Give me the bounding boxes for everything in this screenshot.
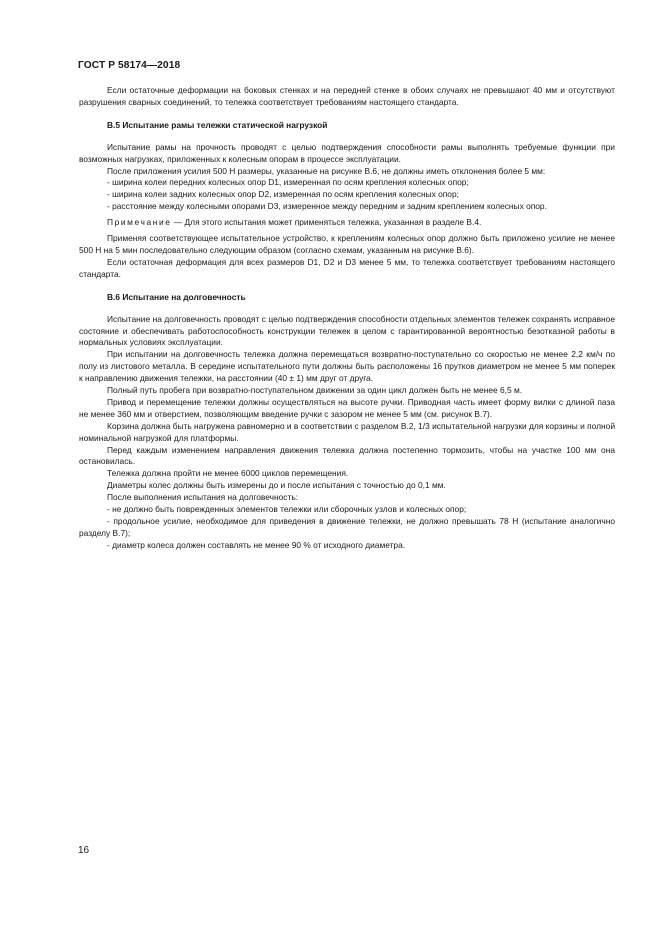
paragraph: Испытание на долговечность проводят с целью подтверждения способности отдельных элементов тележек сохранять исправное состояние и обеспечивать работоспособность конструкции тележек в целом с гарантированной вероятностью безотказной работы в нормальных условиях эксплуатации. xyxy=(79,313,615,348)
list-item: - не должно быть поврежденных элементов тележки или сборочных узлов и колесных опор; xyxy=(107,504,467,515)
paragraph: Перед каждым изменением направления движения тележка должна постепенно тормозить, чтобы на участке 100 мм она остановилась. xyxy=(79,444,615,467)
paragraph: Испытание рамы на прочность проводят с целью подтверждения способности рамы выполнять требуемые функции при возможных нагрузках, приложенных к колесным опорам в процессе эксплуатации. xyxy=(79,141,615,164)
paragraph: Если остаточные деформации на боковых стенках и на передней стенке в обоих случаях не превышают 40 мм и отсутствуют разрушения сварных соединений, то тележка соответствует требованиям настоящего стандарта. xyxy=(79,85,615,107)
note-text: — Для этого испытания может применяться тележка, указанная в разделе В.4. xyxy=(171,217,482,228)
paragraph: Если остаточная деформация для всех размеров D1, D2 и D3 менее 5 мм, то тележка соответствует требованиям настоящего стандарта. xyxy=(79,256,615,279)
note xyxy=(79,217,615,229)
page-number: 16 xyxy=(78,845,90,856)
paragraph: При испытании на долговечность тележка должна перемещаться возвратно-поступательно со скоростью не менее 2,2 км/ч по полу из листового металла. В середине испытательного пути должны быть расположены 16 прутков диаметром не менее 5 мм поперек к направлению движения тележки, на расстоянии (40 ± 1) мм друг от друга. xyxy=(79,349,615,384)
document-body xyxy=(79,85,615,552)
paragraph: Полный путь пробега при возвратно-поступательном движении за один цикл должен быть не менее 6,5 м. xyxy=(107,385,523,396)
note-label: Примечание xyxy=(107,217,172,228)
list-item: - продольное усилие, необходимое для приведения в движение тележки, не должно превышать 78 Н (испытание аналогично разделу В.7); xyxy=(79,516,615,538)
document-header: ГОСТ Р 58174—2018 xyxy=(78,60,181,71)
paragraph: Привод и перемещение тележки должны осуществляться на высоте ручки. Приводная часть имеет форму вилки с длиной паза не менее 360 мм и отверстием, позволяющим введение ручки с зазором не менее 5 мм (см. рисунок В.7). xyxy=(79,396,615,419)
paragraph: Применяя соответствующее испытательное устройство, к креплениям колесных опор должно быть приложено усилие не менее 500 Н на 5 мин последовательно следующим образом (согласно схемам, указанным на рисунке В.6). xyxy=(79,233,615,255)
paragraph: Тележка должна пройти не менее 6000 циклов перемещения. xyxy=(107,468,349,479)
paragraph: После приложения усилия 500 Н размеры, указанные на рисунке В.6, не должны иметь отклонения более 5 мм: xyxy=(107,165,546,176)
list-item: - диаметр колеса должен составлять не менее 90 % от исходного диаметра. xyxy=(107,539,406,550)
paragraph: Корзина должна быть нагружена равномерно и в соответствии с разделом В.2, 1/3 испытательной нагрузки для корзины и полной номинальной нагрузкой для платформы. xyxy=(79,420,615,443)
section-heading-b6: В.6 Испытание на долговечность xyxy=(107,291,246,302)
list-item: - ширина колеи задних колесных опор D2, измеренная по осям крепления колесных опор; xyxy=(107,189,459,200)
paragraph: После выполнения испытания на долговечность: xyxy=(107,492,299,503)
list-item: - расстояние между колесными опорами D3, измеренное между передним и задним креплением колесных опор. xyxy=(107,201,547,212)
list-item: - ширина колеи передних колесных опор D1, измеренная по осям крепления колесных опор; xyxy=(107,177,469,188)
section-heading-b5: В.5 Испытание рамы тележки статической нагрузкой xyxy=(107,119,328,130)
paragraph: Диаметры колес должны быть измерены до и после испытания с точностью до 0,1 мм. xyxy=(107,480,446,491)
